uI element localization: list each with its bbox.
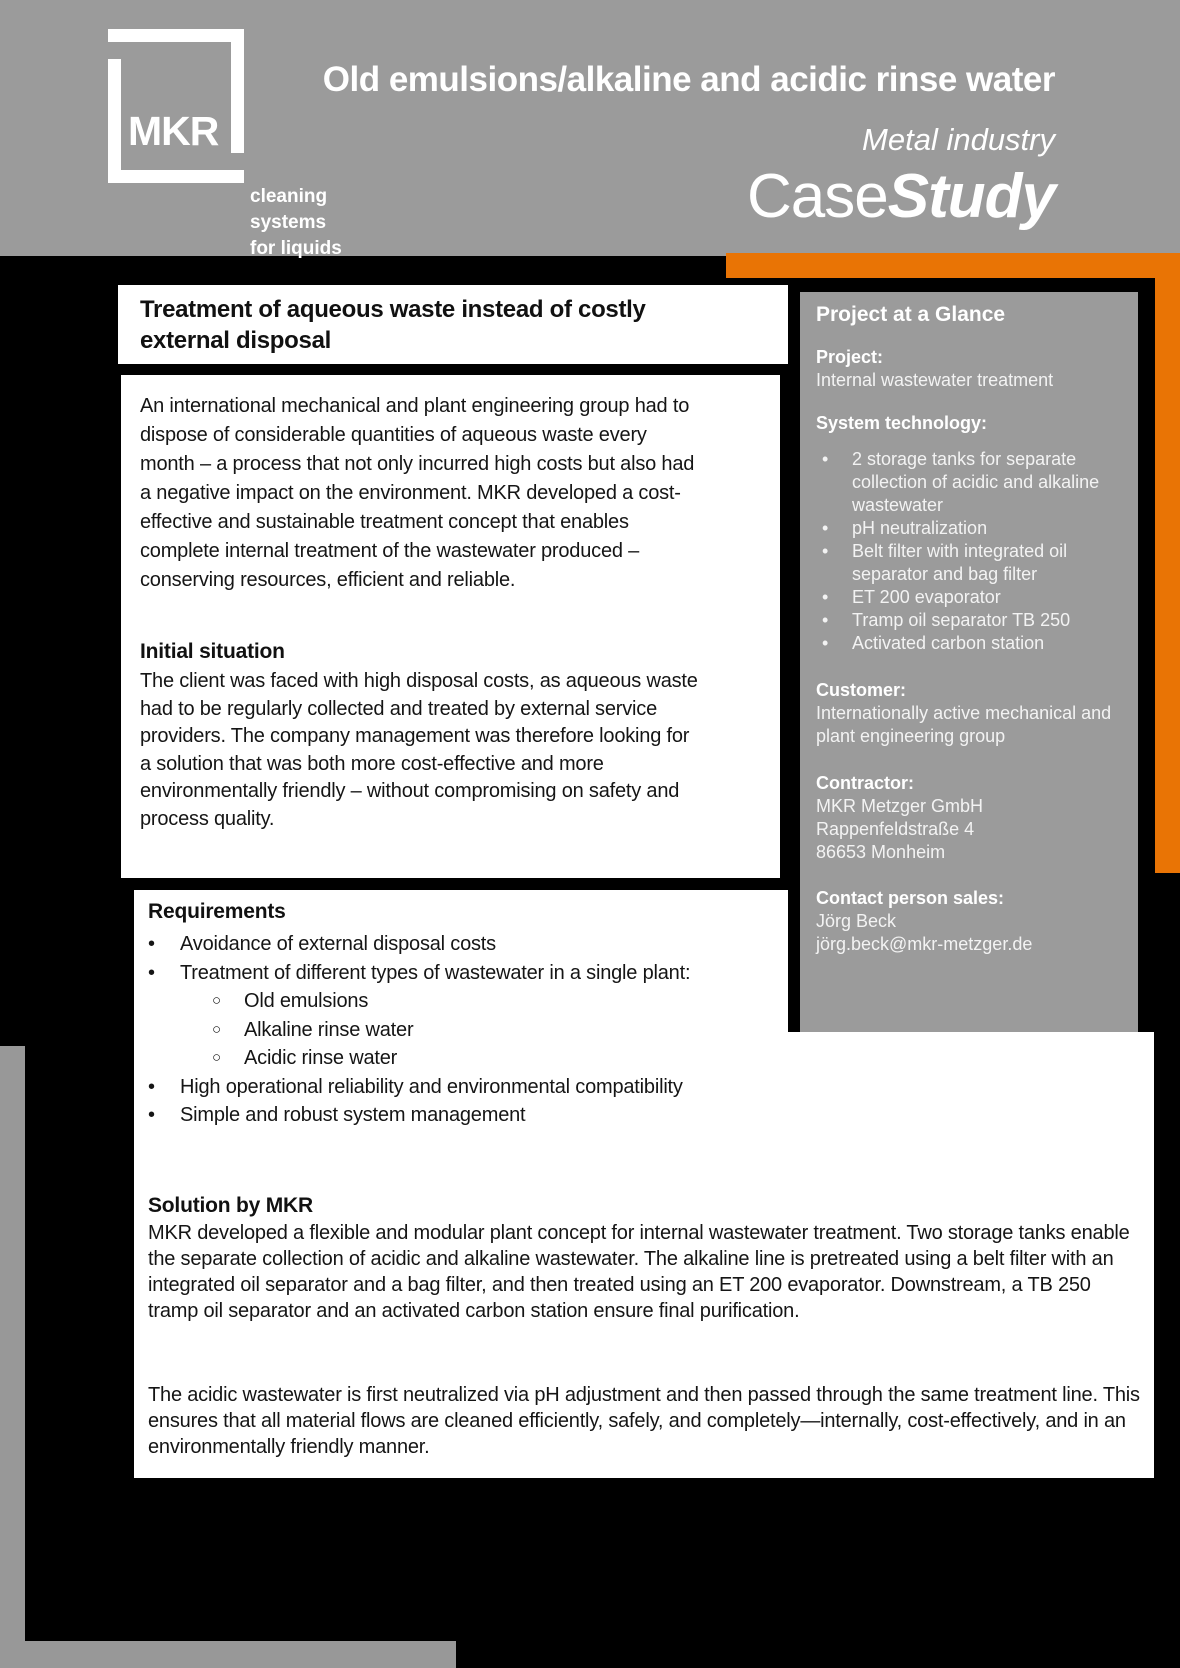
logo-wordmark: MKR — [128, 108, 219, 154]
panel-title: Project at a Glance — [816, 303, 1006, 326]
list-item-sub — [148, 1016, 778, 1045]
circle-bullet-icon: ○ — [212, 1049, 221, 1066]
logo-frame-bottom — [108, 170, 244, 183]
contractor-line: MKR Metzger GmbH — [816, 796, 984, 816]
header-band — [0, 0, 1180, 259]
contractor-line: Rappenfeldstraße 4 — [816, 819, 975, 839]
bullet-icon: • — [148, 961, 155, 984]
logo-tagline — [250, 184, 342, 262]
list-item-sub — [148, 987, 778, 1016]
list-item — [822, 448, 1116, 517]
list-item-text: Tramp oil separator TB 250 — [852, 610, 1071, 630]
bottom-gray-bar — [0, 1641, 456, 1668]
project-glance-panel — [800, 292, 1138, 1032]
list-item-text: Belt filter with integrated oil separator and bag filter — [852, 541, 1068, 584]
wordmark-study: Study — [887, 162, 1055, 231]
contact-email: jörg.beck@mkr-metzger.de — [816, 934, 1033, 954]
list-item-text: pH neutralization — [852, 518, 988, 538]
intro-paragraph: An international mechanical and plant engineering group had to dispose of considerable quantities of aqueous waste every month – a process that not only incurred high costs but also had a negative impact on the environment. MKR developed a cost-effective and sustainable treatment concept that enables complete internal treatment of the wastewater produced – conserving resources, efficient and reliable. — [140, 395, 695, 591]
initial-situation-heading: Initial situation — [140, 640, 285, 663]
accent-bar-horizontal — [726, 253, 1180, 278]
list-item — [822, 586, 1116, 609]
bullet-icon: • — [148, 1104, 155, 1126]
list-item-text: Old emulsions — [244, 990, 369, 1012]
bullet-icon: • — [148, 1075, 155, 1098]
logo-frame-right — [231, 29, 244, 153]
industry-label: Metal industry — [862, 122, 1055, 157]
solution-paragraph-2: The acidic wastewater is first neutralized via pH adjustment and then passed through the same treatment line. This ensures that all material flows are cleaned efficiently, safely, and completely—internally, cost-effectively, and in an environmentally friendly manner. — [148, 1384, 1140, 1458]
list-item-sub — [148, 1044, 778, 1073]
list-item — [822, 517, 1116, 540]
wordmark-case: Case — [747, 162, 888, 231]
bullet-icon: • — [148, 933, 155, 955]
contractor-label: Contractor: — [816, 773, 914, 793]
page-title: Treatment of aqueous waste instead of costly external disposal — [140, 296, 646, 354]
project-label: Project: — [816, 347, 884, 367]
document-title: Old emulsions/alkaline and acidic rinse water — [322, 60, 1055, 99]
tagline-line: systems — [250, 212, 327, 233]
list-item-text: ET 200 evaporator — [852, 587, 1001, 607]
contractor-line: 86653 Monheim — [816, 842, 946, 862]
bullet-icon: • — [822, 518, 829, 538]
bullet-icon: • — [822, 541, 829, 561]
accent-bar-vertical — [1155, 253, 1180, 873]
list-item-text: High operational reliability and environmental compatibility — [180, 1075, 683, 1098]
bullet-icon: • — [822, 610, 829, 630]
list-item — [148, 930, 778, 959]
list-item — [148, 959, 778, 988]
solution-paragraph-1: MKR developed a flexible and modular plant concept for internal wastewater treatment. Two storage tanks enable the separate collection of acidic and alkaline wastewater. The alkaline line is pretreated using a belt filter with an integrated oil separator and a bag filter, and then treated using an ET 200 evaporator. Downstream, a TB 250 tramp oil separator and an activated carbon station ensure final purification. — [148, 1222, 1130, 1322]
left-edge-gray-strip — [0, 1046, 25, 1668]
project-value: Internal wastewater treatment — [816, 370, 1054, 390]
list-item — [822, 540, 1116, 586]
list-item — [148, 1101, 778, 1130]
solution-heading: Solution by MKR — [148, 1194, 313, 1217]
logo-frame-top — [108, 29, 244, 42]
customer-value: Internationally active mechanical and plant engineering group — [816, 703, 1112, 746]
list-item-text: Treatment of different types of wastewater in a single plant: — [180, 961, 691, 984]
tagline-line: for liquids — [250, 238, 342, 259]
system-technology-label: System technology: — [816, 413, 988, 433]
contact-name: Jörg Beck — [816, 911, 897, 931]
bullet-icon: • — [822, 587, 829, 607]
list-item-text: Activated carbon station — [852, 633, 1045, 653]
requirements-heading: Requirements — [148, 900, 286, 923]
list-item-text: 2 storage tanks for separate collection of acidic and alkaline wastewater — [852, 449, 1100, 515]
list-item — [822, 632, 1116, 655]
case-study-wordmark — [747, 164, 1055, 230]
circle-bullet-icon: ○ — [212, 1020, 221, 1038]
list-item-text: Alkaline rinse water — [244, 1018, 414, 1041]
customer-label: Customer: — [816, 680, 907, 700]
bullet-icon: • — [822, 449, 829, 469]
list-item — [822, 609, 1116, 632]
initial-situation-body: The client was faced with high disposal costs, as aqueous waste had to be regularly collected and treated by external service providers. The company management was therefore looking for a solution that was both more cost-effective and more environmentally friendly – without compromising on safety and process quality. — [140, 670, 698, 830]
list-item-text: Acidic rinse water — [244, 1047, 398, 1069]
mkr-logo — [108, 29, 244, 183]
circle-bullet-icon: ○ — [212, 992, 221, 1009]
tagline-line: cleaning — [250, 186, 328, 207]
list-item-text: Avoidance of external disposal costs — [180, 933, 496, 955]
bullet-icon: • — [822, 633, 829, 653]
requirements-list — [148, 930, 778, 1130]
system-technology-list — [816, 448, 1116, 655]
list-item-text: Simple and robust system management — [180, 1104, 526, 1126]
list-item — [148, 1073, 778, 1102]
contact-label: Contact person sales: — [816, 888, 1005, 908]
logo-frame-left — [108, 59, 121, 183]
